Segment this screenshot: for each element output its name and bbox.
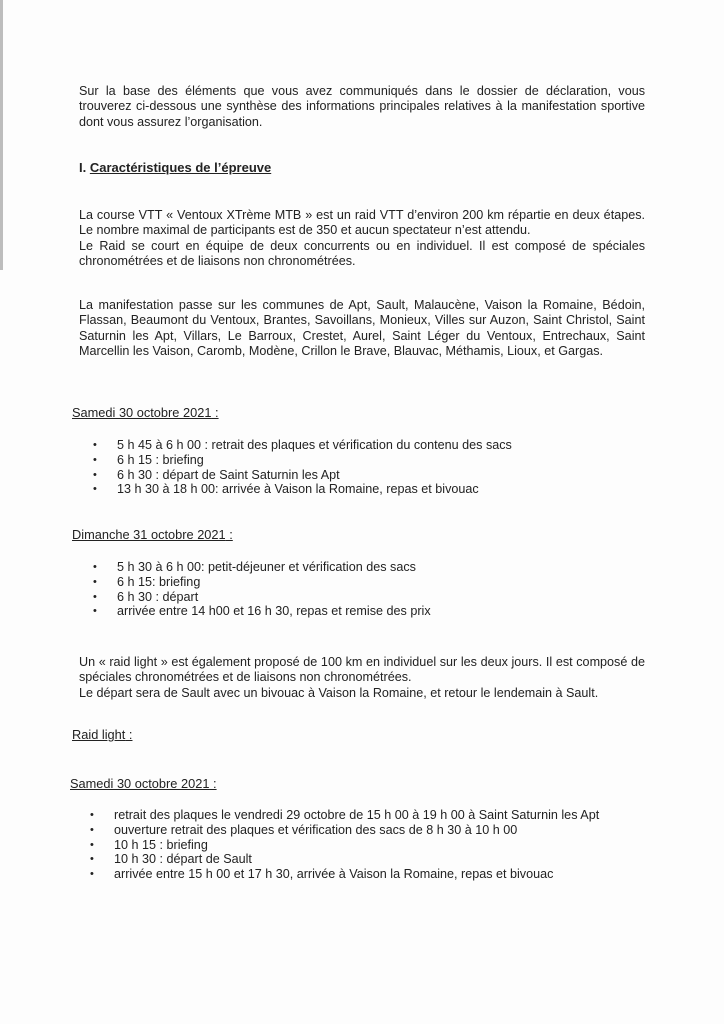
list-item: • 6 h 30 : départ de Saint Saturnin les Apt xyxy=(93,467,340,482)
section-number: I. xyxy=(79,160,87,175)
section-heading xyxy=(79,160,271,175)
bullet-icon: • xyxy=(93,575,97,588)
raid-light-description-p1: Un « raid light » est également proposé de 100 km en individuel sur les deux jours. Il est composé de spéciales chronométrées et de liaisons non chronométrées. xyxy=(79,655,645,685)
light-day1-title: Samedi 30 octobre 2021 xyxy=(70,776,210,791)
bullet-icon: • xyxy=(93,453,97,466)
bullet-icon: • xyxy=(90,853,94,866)
list-item: • 13 h 30 à 18 h 00: arrivée à Vaison la Romaine, repas et bivouac xyxy=(93,482,479,497)
raid-light-colon: : xyxy=(125,727,133,742)
raid-light-heading xyxy=(72,727,132,742)
day2-colon: : xyxy=(225,527,233,542)
bullet-icon: • xyxy=(93,590,97,603)
light-day1-schedule xyxy=(90,808,599,882)
day1-heading xyxy=(72,405,219,420)
list-item: • 5 h 30 à 6 h 00: petit-déjeuner et vérification des sacs xyxy=(93,560,416,574)
bullet-icon: • xyxy=(90,838,94,851)
light-day1-colon: : xyxy=(209,776,217,791)
section-title: Caractéristiques de l’épreuve xyxy=(89,160,272,175)
day2-heading xyxy=(72,527,233,542)
day1-colon: : xyxy=(211,405,219,420)
course-description-p2: Le Raid se court en équipe de deux concurrents ou en individuel. Il est composé de spéciales chronométrées et de liaisons non chronométrées. xyxy=(79,238,645,269)
raid-light-title: Raid light xyxy=(72,727,126,742)
raid-light-description-p2: Le départ sera de Sault avec un bivouac à Vaison la Romaine, et retour le lendemain à Sault. xyxy=(79,685,599,700)
bullet-icon: • xyxy=(93,468,97,481)
bullet-icon: • xyxy=(93,483,97,496)
list-item: • arrivée entre 15 h 00 et 17 h 30, arrivée à Vaison la Romaine, repas et bivouac xyxy=(90,867,554,882)
bullet-icon: • xyxy=(90,823,94,836)
list-item: • 6 h 15 : briefing xyxy=(93,452,204,467)
communes-paragraph: La manifestation passe sur les communes de Apt, Sault, Malaucène, Vaison la Romaine, Bédoin, Flassan, Beaumont du Ventoux, Brantes, Savoillans, Monieux, Villes sur Auzon, Saint Christol, Saint Saturnin les Apt, Villars, Le Barroux, Crestet, Aurel, Saint Léger du Ventoux, Entrechaux, Saint Marcellin les Vaison, Caromb, Modène, Crillon le Brave, Blauvac, Méthamis, Lioux, et Gargas. xyxy=(79,298,645,359)
list-item: • arrivée entre 14 h00 et 16 h 30, repas et remise des prix xyxy=(93,604,431,619)
intro-paragraph: Sur la base des éléments que vous avez communiqués dans le dossier de déclaration, vous trouverez ci-dessous une synthèse des informations principales relatives à la manifestation sportive dont vous assurez l’organisation. xyxy=(79,84,645,129)
day2-schedule xyxy=(93,560,431,619)
list-item: • 6 h 15: briefing xyxy=(93,574,201,589)
day1-schedule xyxy=(93,438,512,497)
course-description xyxy=(79,208,645,270)
list-item: • retrait des plaques le vendredi 29 octobre de 15 h 00 à 19 h 00 à Saint Saturnin les Apt xyxy=(90,808,600,822)
bullet-icon: • xyxy=(93,605,97,618)
course-description-p1: La course VTT « Ventoux XTrème MTB » est un raid VTT d’environ 200 km répartie en deux étapes. Le nombre maximal de participants est de 350 et aucun spectateur n’est attendu. xyxy=(79,208,645,238)
raid-light-description xyxy=(79,655,645,701)
list-item: • 10 h 15 : briefing xyxy=(90,837,208,852)
list-item: • 6 h 30 : départ xyxy=(93,589,199,604)
day1-title: Samedi 30 octobre 2021 xyxy=(72,405,212,420)
light-day1-heading xyxy=(70,776,217,791)
bullet-icon: • xyxy=(93,439,97,451)
list-item: • 10 h 30 : départ de Sault xyxy=(90,852,252,867)
day2-title: Dimanche 31 octobre 2021 xyxy=(72,527,226,542)
list-item: • 5 h 45 à 6 h 00 : retrait des plaques et vérification du contenu des sacs xyxy=(93,438,512,452)
scan-edge-shadow xyxy=(0,0,3,270)
list-item: • ouverture retrait des plaques et vérification des sacs de 8 h 30 à 10 h 00 xyxy=(90,822,518,837)
bullet-icon: • xyxy=(93,561,97,573)
bullet-icon: • xyxy=(90,868,94,881)
bullet-icon: • xyxy=(90,809,94,821)
